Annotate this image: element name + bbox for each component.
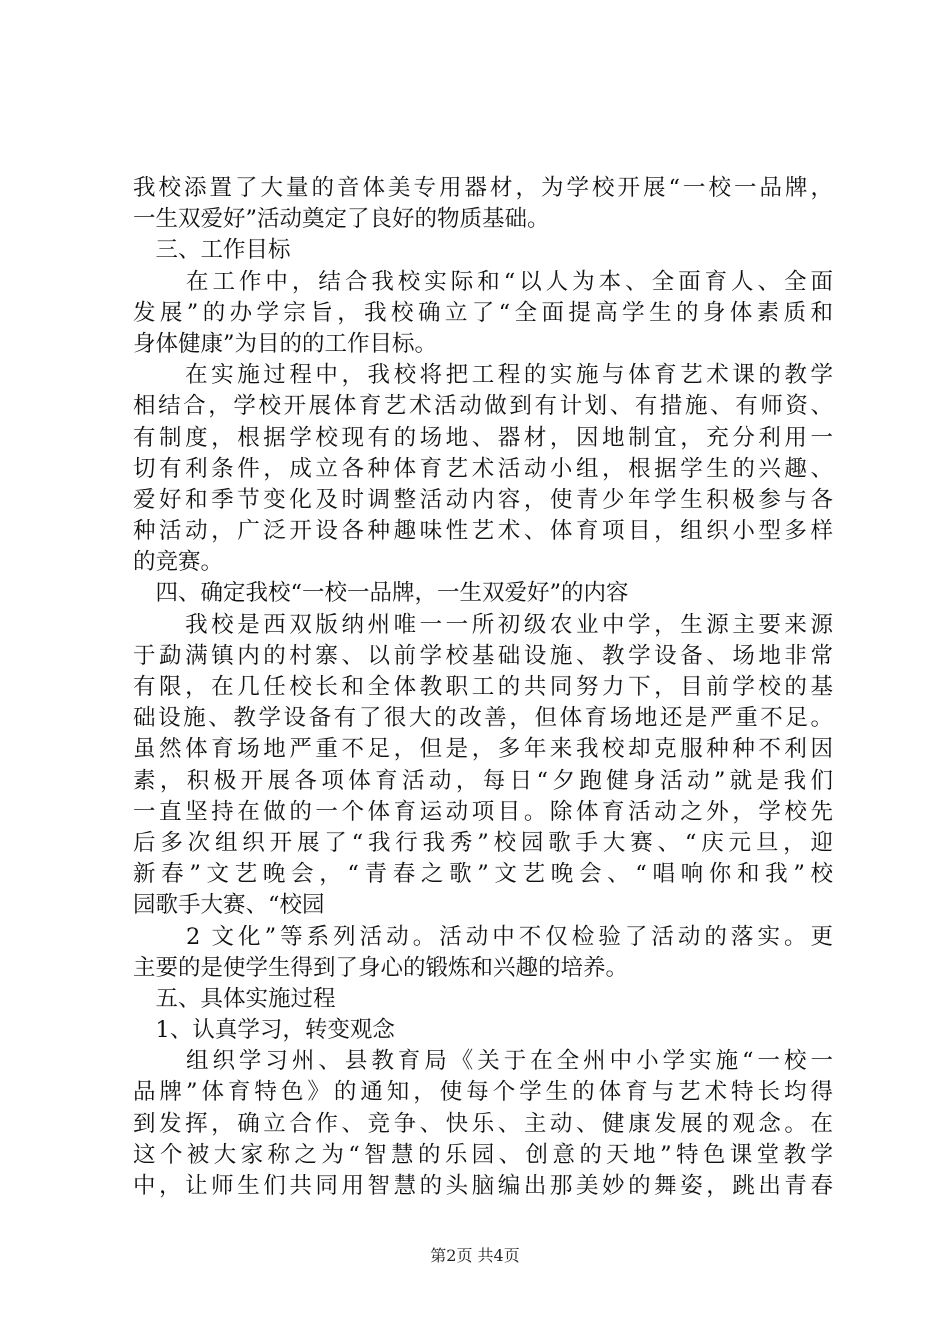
text-line: 新春”文艺晚会，“青春之歌”文艺晚会、“唱响你和我”校	[133, 861, 833, 888]
text-line: 切有利条件，成立各种体育艺术活动小组，根据学生的兴趣、	[133, 455, 833, 482]
text-line: 在实施过程中，我校将把工程的实施与体育艺术课的教学	[133, 362, 833, 389]
text-line: 种活动，广泛开设各种趣味性艺术、体育项目，组织小型多样	[133, 518, 833, 545]
text-line: 一生双爱好”活动奠定了良好的物质基础。	[133, 206, 550, 233]
text-line: 1、认真学习，转变观念	[133, 1017, 395, 1044]
text-line: 四、确定我校“一校一品牌，一生双爱好”的内容	[133, 580, 629, 607]
text-line: 的竞赛。	[133, 549, 224, 576]
body-text	[133, 173, 833, 1202]
text-line: 这个被大家称之为“智慧的乐园、创意的天地”特色课堂教学	[133, 1141, 833, 1168]
page-footer: 第2页 共4页	[430, 1246, 520, 1265]
text-line: 础设施、教学设备有了很大的改善，但体育场地还是严重不足。	[133, 705, 833, 732]
text-line: 组织学习州、县教育局《关于在全州中小学实施“一校一	[133, 1048, 833, 1075]
text-line: 素，积极开展各项体育活动，每日“夕跑健身活动”就是我们	[133, 767, 833, 794]
text-line: 身体健康”为目的的工作目标。	[133, 330, 438, 357]
text-line: 虽然体育场地严重不足，但是，多年来我校却克服种种不利因	[133, 736, 833, 763]
text-line: 有制度，根据学校现有的场地、器材，因地制宜，充分利用一	[133, 424, 833, 451]
text-line: 相结合，学校开展体育艺术活动做到有计划、有措施、有师资、	[133, 393, 833, 420]
text-line: 一直坚持在做的一个体育运动项目。除体育活动之外，学校先	[133, 798, 833, 825]
text-line: 在工作中，结合我校实际和“以人为本、全面育人、全面	[133, 268, 833, 295]
text-line: 到发挥，确立合作、竞争、快乐、主动、健康发展的观念。在	[133, 1110, 833, 1137]
text-line: 我校添置了大量的音体美专用器材，为学校开展“一校一品牌，	[133, 175, 833, 201]
text-line: 发展”的办学宗旨，我校确立了“全面提高学生的身体素质和	[133, 299, 833, 326]
text-line: 五、具体实施过程	[133, 985, 336, 1012]
text-line: 园歌手大赛、“校园	[133, 892, 325, 919]
text-line: 品牌”体育特色》的通知，使每个学生的体育与艺术特长均得	[133, 1079, 833, 1106]
text-line: 后多次组织开展了“我行我秀”校园歌手大赛、“庆元旦，迎	[133, 829, 833, 856]
text-line: 我校是西双版纳州唯一一所初级农业中学，生源主要来源	[133, 611, 833, 638]
text-line: 有限，在几任校长和全体教职工的共同努力下，目前学校的基	[133, 674, 833, 700]
text-line: 爱好和季节变化及时调整活动内容，使青少年学生积极参与各	[133, 486, 833, 513]
text-line: 三、工作目标	[133, 237, 291, 264]
text-line: 中，让师生们共同用智慧的头脑编出那美妙的舞姿，跳出青春	[133, 1173, 833, 1199]
text-line: 于勐满镇内的村寨、以前学校基础设施、教学设备、场地非常	[133, 642, 833, 669]
text-line: 主要的是使学生得到了身心的锻炼和兴趣的培养。	[133, 954, 629, 981]
text-line: 2 文化”等系列活动。活动中不仅检验了活动的落实。更	[133, 923, 833, 950]
